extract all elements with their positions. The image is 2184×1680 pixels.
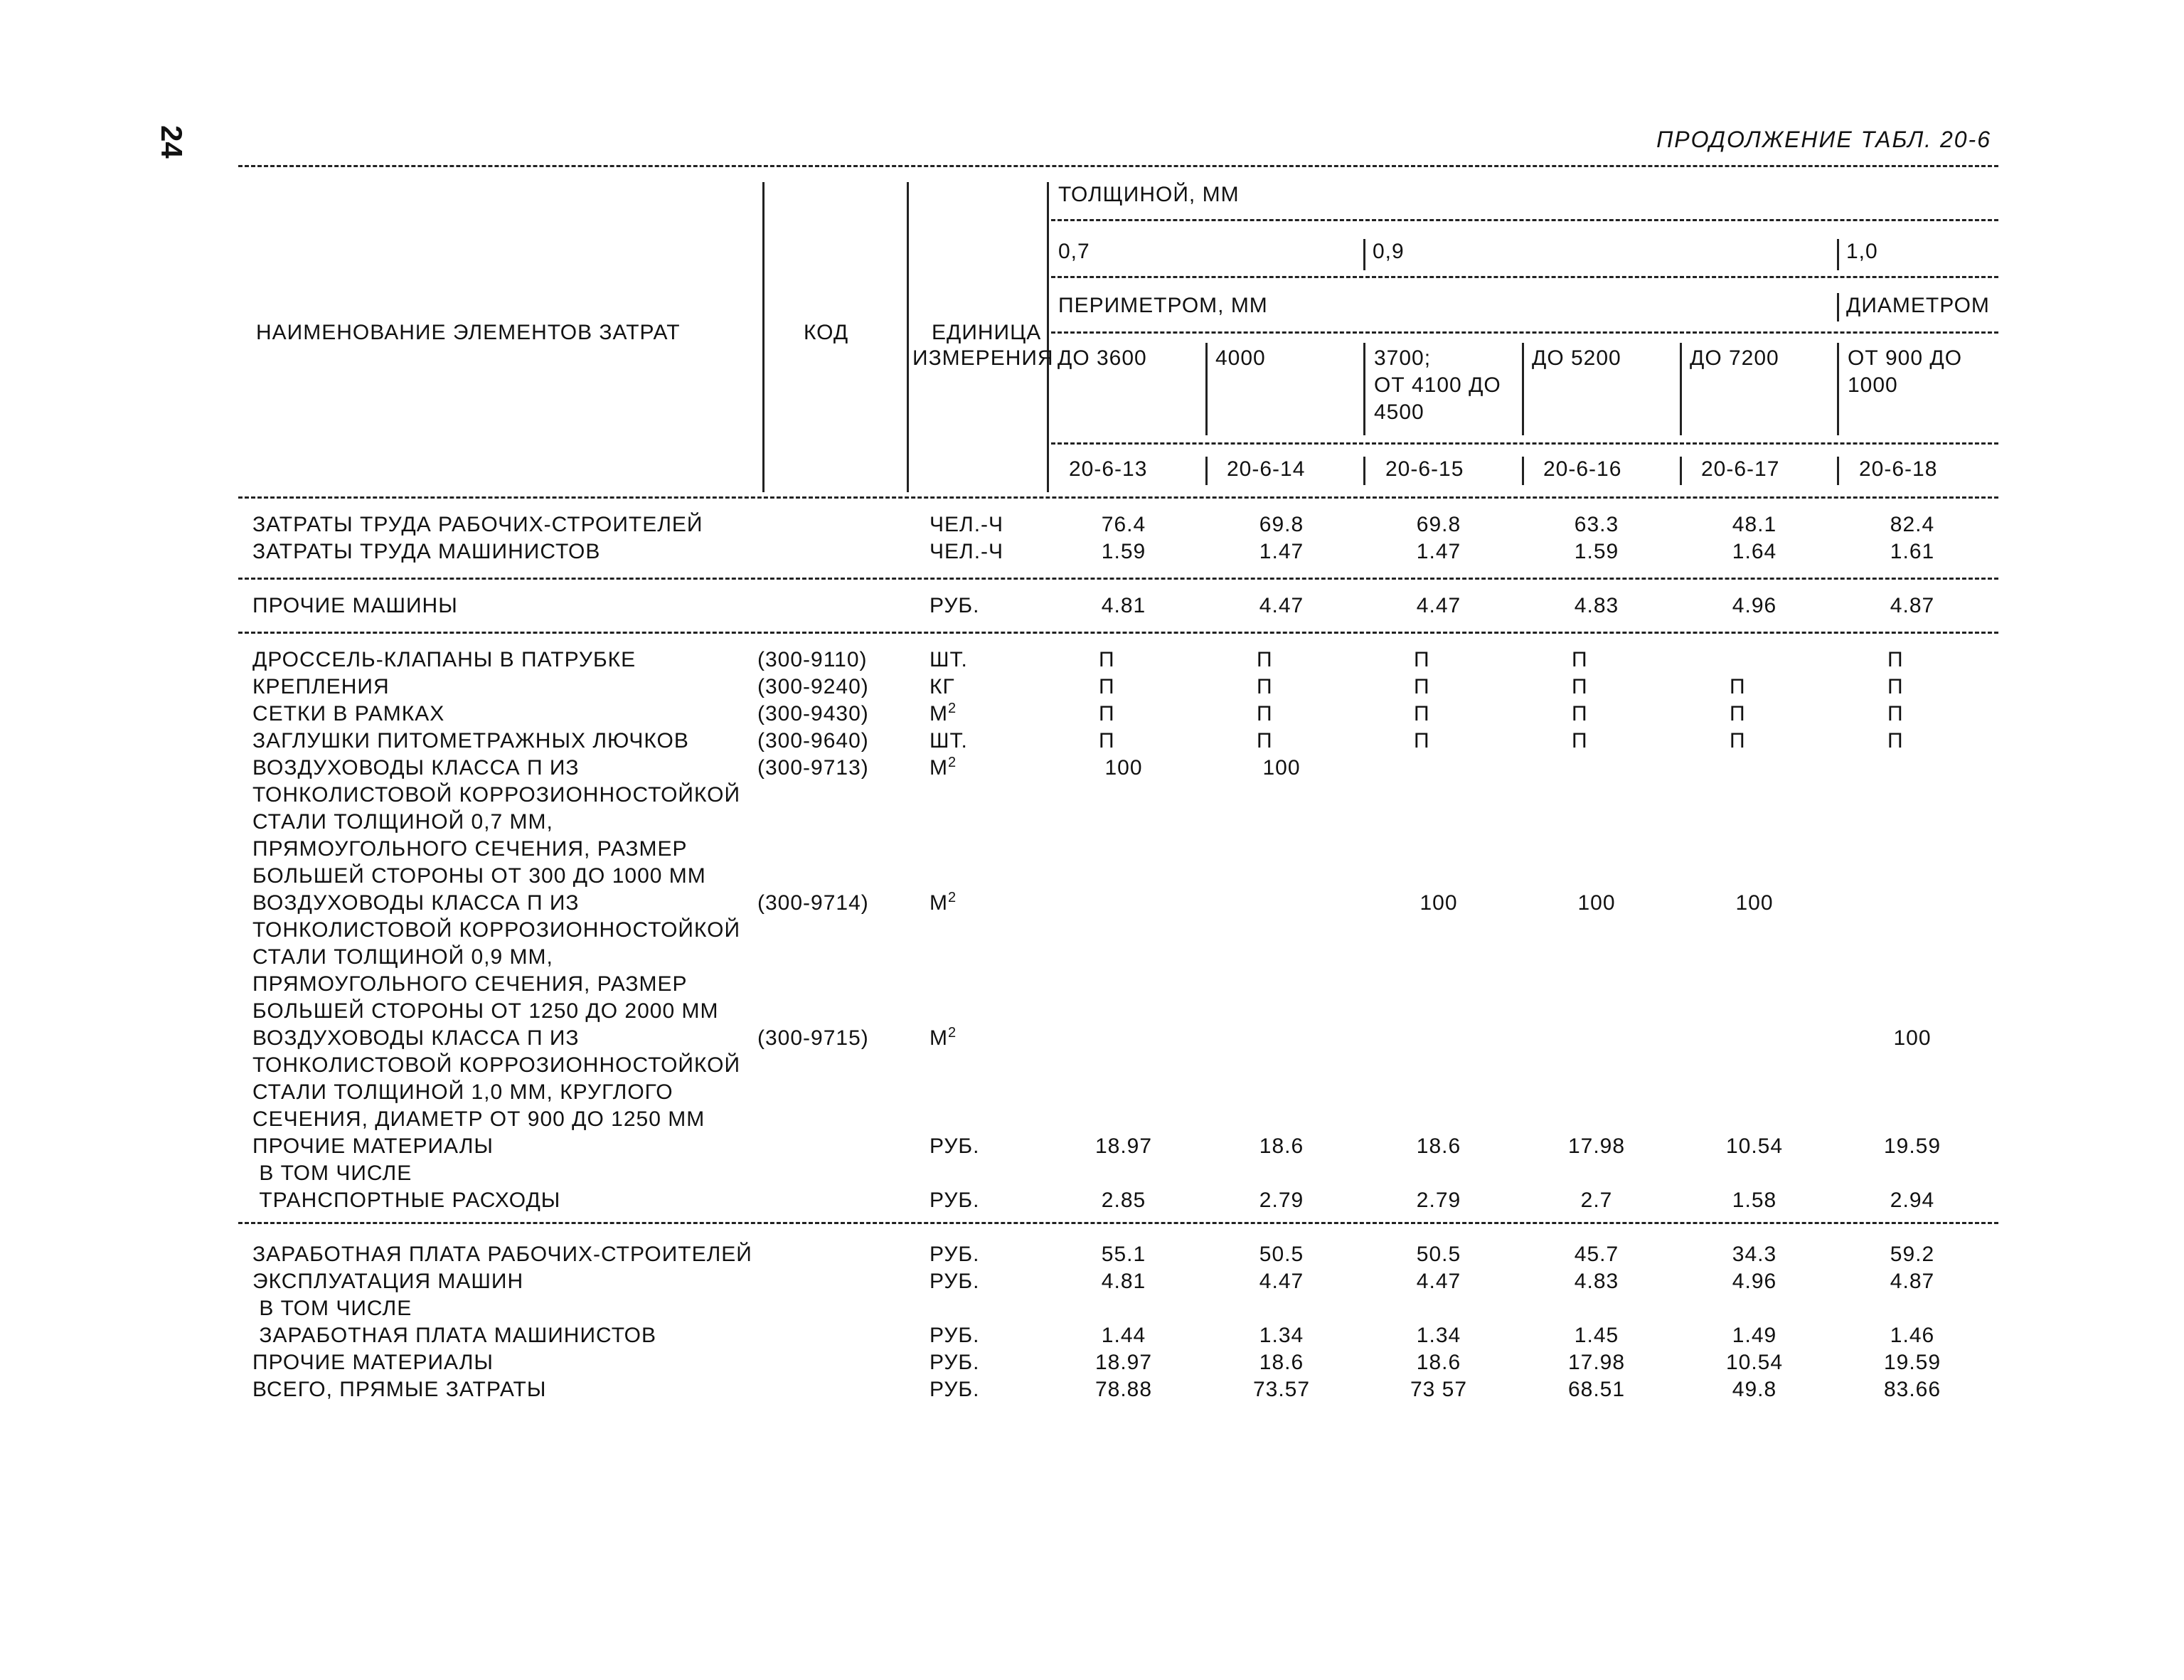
table-row-unit: $М^2$ [929, 890, 957, 915]
table-row-name: В ТОМ ЧИСЛЕ [252, 1161, 412, 1185]
resource-code: 20-6-17 [1701, 457, 1780, 481]
column-separator [762, 182, 765, 492]
column-separator [1205, 343, 1208, 435]
column-separator [1205, 457, 1208, 485]
table-row-name: БОЛЬШЕЙ СТОРОНЫ ОТ 1250 ДО 2000 ММ [252, 999, 719, 1023]
table-cell: 4.83 [1574, 594, 1619, 617]
table-cell: 18.6 [1259, 1134, 1304, 1158]
header-rule [1051, 219, 1998, 221]
table-row-unit: РУБ. [929, 1324, 980, 1347]
table-cell: П [1572, 729, 1588, 753]
table-cell: 2.7 [1580, 1189, 1613, 1212]
table-cell: 1.49 [1732, 1324, 1777, 1347]
header-rule [1051, 331, 1998, 334]
resource-code: 20-6-18 [1859, 457, 1938, 481]
table-row-name: ВОЗДУХОВОДЫ КЛАССА П ИЗ [252, 756, 580, 780]
table-cell: П [1572, 702, 1588, 725]
column-separator [1837, 343, 1839, 435]
table-row-name: ВОЗДУХОВОДЫ КЛАССА П ИЗ [252, 1026, 580, 1050]
table-cell: П [1414, 675, 1430, 698]
column-separator [1522, 457, 1524, 485]
table-row-unit: ЧЕЛ.-Ч [929, 513, 1004, 536]
table-row-name: ЭКСПЛУАТАЦИЯ МАШИН [252, 1270, 524, 1293]
table-cell: П [1572, 675, 1588, 698]
table-cell: 17.98 [1567, 1351, 1626, 1374]
group-rule [238, 632, 1998, 634]
table-cell: 1.58 [1732, 1189, 1777, 1212]
resource-code: 20-6-14 [1227, 457, 1306, 481]
table-cell: 83.66 [1883, 1378, 1941, 1401]
unit-superscript: 2 [948, 890, 957, 905]
table-cell: 100 [1577, 891, 1616, 915]
table-cell: 78.88 [1094, 1378, 1153, 1401]
column-separator [1837, 239, 1839, 270]
table-cell: П [1887, 702, 1904, 725]
table-row-unit: РУБ. [929, 1351, 980, 1374]
table-cell: 73 57 [1410, 1378, 1468, 1401]
header-rule [1051, 276, 1998, 278]
table-cell: П [1887, 729, 1904, 753]
size-label: ОТ 4100 ДО [1374, 373, 1501, 397]
table-cell: 4.47 [1416, 594, 1461, 617]
table-cell: 1.44 [1101, 1324, 1146, 1347]
table-row-name: ДРОССЕЛЬ-КЛАПАНЫ В ПАТРУБКЕ [252, 648, 636, 671]
table-cell: 18.97 [1094, 1351, 1153, 1374]
column-separator [1680, 457, 1682, 485]
table-cell: 4.87 [1890, 1270, 1935, 1293]
table-cell: 18.97 [1094, 1134, 1153, 1158]
table-row-name: ТРАНСПОРТНЫЕ РАСХОДЫ [252, 1189, 561, 1212]
table-cell: 100 [1735, 891, 1774, 915]
table-cell: 2.79 [1259, 1189, 1304, 1212]
table-cell: 18.6 [1416, 1351, 1461, 1374]
table-row-unit: РУБ. [929, 1134, 980, 1158]
header-rule [1051, 442, 1998, 445]
table-cell: 1.47 [1416, 540, 1461, 563]
table-cell: 4.87 [1890, 594, 1935, 617]
table-row-name: ЗАТРАТЫ ТРУДА МАШИНИСТОВ [252, 540, 601, 563]
size-label: ОТ 900 ДО [1848, 346, 1963, 370]
group-rule [238, 578, 1998, 580]
size-label: 4500 [1374, 400, 1424, 424]
table-cell: 4.96 [1732, 1270, 1777, 1293]
column-separator [1363, 343, 1365, 435]
table-cell: 55.1 [1101, 1243, 1146, 1266]
table-cell: П [1730, 702, 1746, 725]
table-cell: 4.81 [1101, 594, 1146, 617]
table-cell: 100 [1419, 891, 1458, 915]
table-row-name: СТАЛИ ТОЛЩИНОЙ 0,7 ММ, [252, 810, 553, 834]
table-row-unit: РУБ. [929, 594, 980, 617]
table-row-name: ПРОЧИЕ МАТЕРИАЛЫ [252, 1351, 494, 1374]
table-row-unit: РУБ. [929, 1378, 980, 1401]
table-cell: 19.59 [1883, 1351, 1941, 1374]
thickness-header: ТОЛЩИНОЙ, ММ [1058, 183, 1240, 206]
table-row-name: ТОНКОЛИСТОВОЙ КОРРОЗИОННОСТОЙКОЙ [252, 1053, 741, 1077]
table-row-unit: ЧЕЛ.-Ч [929, 540, 1004, 563]
table-row-name: ЗАРАБОТНАЯ ПЛАТА РАБОЧИХ-СТРОИТЕЛЕЙ [252, 1243, 752, 1266]
table-cell: П [1257, 702, 1273, 725]
column-separator [1680, 343, 1682, 435]
table-row-name: ВОЗДУХОВОДЫ КЛАССА П ИЗ [252, 891, 580, 915]
table-cell: 1.47 [1259, 540, 1304, 563]
table-cell: 100 [1262, 756, 1301, 780]
table-cell: П [1414, 648, 1430, 671]
table-row-code: (300-9713) [757, 756, 869, 780]
table-row-code: (300-9110) [757, 648, 868, 671]
table-cell: 10.54 [1725, 1134, 1784, 1158]
table-cell: 18.6 [1416, 1134, 1461, 1158]
group-rule [238, 1222, 1998, 1224]
perimeter-header: ПЕРИМЕТРОМ, ММ [1058, 294, 1268, 317]
page-number: 24 [155, 125, 188, 159]
table-cell: П [1257, 648, 1273, 671]
table-row-unit: РУБ. [929, 1243, 980, 1266]
table-cell: 69.8 [1259, 513, 1304, 536]
diameter-header: ДИАМЕТРОМ [1846, 294, 1990, 317]
table-cell: 63.3 [1574, 513, 1619, 536]
table-row-name: ПРЯМОУГОЛЬНОГО СЕЧЕНИЯ, РАЗМЕР [252, 972, 688, 996]
table-cell: 50.5 [1259, 1243, 1304, 1266]
table-cell: П [1887, 648, 1904, 671]
table-cell: 4.96 [1732, 594, 1777, 617]
table-cell: П [1099, 675, 1115, 698]
table-row-name: КРЕПЛЕНИЯ [252, 675, 390, 698]
size-label: 1000 [1848, 373, 1898, 397]
table-cell: П [1257, 729, 1273, 753]
table-cell: 17.98 [1567, 1134, 1626, 1158]
column-separator [1837, 457, 1839, 485]
table-row-name: ЗАГЛУШКИ ПИТОМЕТРАЖНЫХ ЛЮЧКОВ [252, 729, 689, 753]
table-cell: 2.85 [1101, 1189, 1146, 1212]
table-row-name: ПРЯМОУГОЛЬНОГО СЕЧЕНИЯ, РАЗМЕР [252, 837, 688, 861]
size-label: ДО 7200 [1690, 346, 1779, 370]
table-cell: 2.79 [1416, 1189, 1461, 1212]
header-bottom-rule [238, 496, 1998, 499]
table-row-unit: $М^2$ [929, 755, 957, 780]
continuation-title: ПРОДОЛЖЕНИЕ ТАБЛ. 20-6 [1656, 127, 1991, 152]
table-cell: 1.64 [1732, 540, 1777, 563]
table-row-unit: РУБ. [929, 1270, 980, 1293]
table-cell: П [1099, 648, 1115, 671]
table-cell: 1.59 [1574, 540, 1619, 563]
column-separator [1837, 293, 1839, 321]
table-row-unit: КГ [929, 675, 955, 698]
table-cell: 59.2 [1890, 1243, 1935, 1266]
table-row-unit: РУБ. [929, 1189, 980, 1212]
table-cell: 18.6 [1259, 1351, 1304, 1374]
column-separator [907, 182, 909, 492]
size-label: ДО 5200 [1532, 346, 1621, 370]
resource-code: 20-6-16 [1543, 457, 1622, 481]
column-separator [1522, 343, 1524, 435]
table-row-code: (300-9640) [757, 729, 869, 753]
size-label: 4000 [1215, 346, 1266, 370]
resource-code: 20-6-15 [1385, 457, 1464, 481]
thickness-value: 1,0 [1846, 240, 1878, 263]
table-cell: 45.7 [1574, 1243, 1619, 1266]
table-cell: П [1572, 648, 1588, 671]
table-cell: 2.94 [1890, 1189, 1935, 1212]
table-cell: П [1099, 729, 1115, 753]
table-cell: 48.1 [1732, 513, 1777, 536]
table-row-name: В ТОМ ЧИСЛЕ [252, 1297, 412, 1320]
table-row-name: СЕЧЕНИЯ, ДИАМЕТР ОТ 900 ДО 1250 ММ [252, 1107, 705, 1131]
code-column-header: КОД [804, 321, 849, 344]
table-cell: 69.8 [1416, 513, 1461, 536]
table-cell: 49.8 [1732, 1378, 1777, 1401]
table-cell: П [1730, 675, 1746, 698]
table-row-name: ВСЕГО, ПРЯМЫЕ ЗАТРАТЫ [252, 1378, 547, 1401]
table-cell: 1.34 [1416, 1324, 1461, 1347]
table-row-unit: ШТ. [929, 729, 968, 753]
unit-column-header: ИЗМЕРЕНИЯ [912, 346, 1054, 370]
table-cell: П [1414, 729, 1430, 753]
table-cell: 100 [1893, 1026, 1932, 1050]
column-separator [1363, 457, 1365, 485]
column-separator [1363, 239, 1365, 270]
unit-superscript: 2 [948, 701, 957, 716]
table-cell: П [1099, 702, 1115, 725]
unit-superscript: 2 [948, 1025, 957, 1041]
table-row-name: СЕТКИ В РАМКАХ [252, 702, 445, 725]
table-cell: 10.54 [1725, 1351, 1784, 1374]
table-cell: 1.34 [1259, 1324, 1304, 1347]
table-row-unit: ШТ. [929, 648, 968, 671]
column-separator [1047, 182, 1049, 492]
table-cell: 4.47 [1259, 1270, 1304, 1293]
thickness-value: 0,9 [1373, 240, 1405, 263]
thickness-value: 0,7 [1058, 240, 1090, 263]
table-row-code: (300-9240) [757, 675, 869, 698]
table-cell: 73.57 [1252, 1378, 1311, 1401]
table-row-name: ТОНКОЛИСТОВОЙ КОРРОЗИОННОСТОЙКОЙ [252, 783, 741, 807]
top-rule [238, 165, 1998, 167]
table-row-name: БОЛЬШЕЙ СТОРОНЫ ОТ 300 ДО 1000 ММ [252, 864, 706, 888]
unit-superscript: 2 [948, 755, 957, 770]
table-row-unit: $М^2$ [929, 1025, 957, 1050]
table-cell: 4.47 [1259, 594, 1304, 617]
table-row-name: ЗАРАБОТНАЯ ПЛАТА МАШИНИСТОВ [252, 1324, 657, 1347]
table-cell: П [1887, 675, 1904, 698]
size-label: 3700; [1374, 346, 1432, 370]
table-cell: 4.83 [1574, 1270, 1619, 1293]
table-row-name: СТАЛИ ТОЛЩИНОЙ 1,0 ММ, КРУГЛОГО [252, 1080, 673, 1104]
table-cell: 100 [1104, 756, 1143, 780]
table-cell: 1.59 [1101, 540, 1146, 563]
table-cell: П [1257, 675, 1273, 698]
table-cell: 1.46 [1890, 1324, 1935, 1347]
table-cell: П [1730, 729, 1746, 753]
table-row-code: (300-9430) [757, 702, 869, 725]
table-cell: П [1414, 702, 1430, 725]
resource-code: 20-6-13 [1069, 457, 1148, 481]
table-row-name: ЗАТРАТЫ ТРУДА РАБОЧИХ-СТРОИТЕЛЕЙ [252, 513, 703, 536]
table-row-name: СТАЛИ ТОЛЩИНОЙ 0,9 ММ, [252, 945, 553, 969]
table-row-name: ПРОЧИЕ МАТЕРИАЛЫ [252, 1134, 494, 1158]
table-cell: 34.3 [1732, 1243, 1777, 1266]
table-cell: 4.47 [1416, 1270, 1461, 1293]
table-row-code: (300-9715) [757, 1026, 869, 1050]
size-label: ДО 3600 [1058, 346, 1147, 370]
table-row-name: ПРОЧИЕ МАШИНЫ [252, 594, 458, 617]
unit-column-header: ЕДИНИЦА [932, 321, 1042, 344]
table-cell: 4.81 [1101, 1270, 1146, 1293]
table-cell: 76.4 [1101, 513, 1146, 536]
table-cell: 19.59 [1883, 1134, 1941, 1158]
table-row-name: ТОНКОЛИСТОВОЙ КОРРОЗИОННОСТОЙКОЙ [252, 918, 741, 942]
table-cell: 82.4 [1890, 513, 1935, 536]
table-row-unit: $М^2$ [929, 701, 957, 725]
name-column-header: НАИМЕНОВАНИЕ ЭЛЕМЕНТОВ ЗАТРАТ [256, 321, 681, 344]
table-row-code: (300-9714) [757, 891, 869, 915]
table-cell: 50.5 [1416, 1243, 1461, 1266]
table-cell: 1.61 [1890, 540, 1935, 563]
table-cell: 1.45 [1574, 1324, 1619, 1347]
table-cell: 68.51 [1567, 1378, 1626, 1401]
